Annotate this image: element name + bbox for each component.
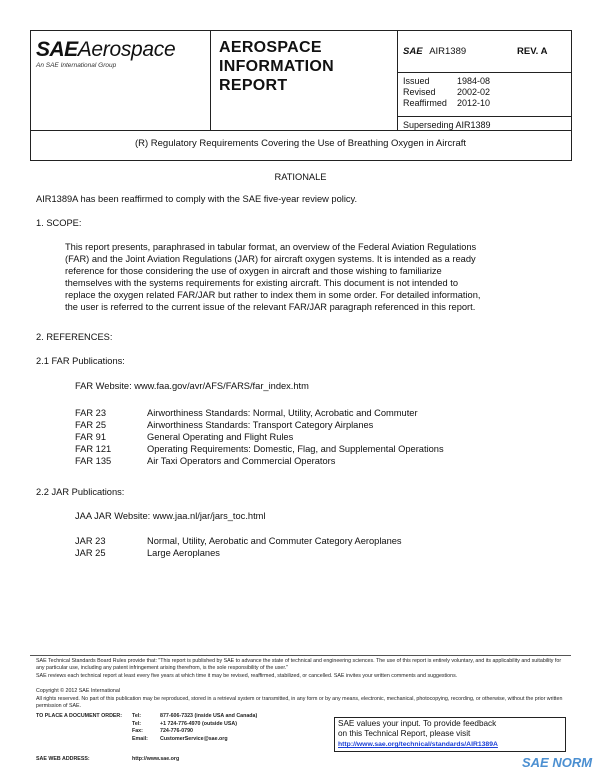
web-label: SAE WEB ADDRESS: bbox=[36, 756, 90, 762]
section-2-heading: 2. REFERENCES: bbox=[36, 332, 113, 342]
fax-label: Fax: bbox=[132, 728, 143, 735]
issued-label: Issued bbox=[403, 76, 430, 86]
jar-desc: Large Aeroplanes bbox=[147, 548, 220, 558]
order-label: TO PLACE A DOCUMENT ORDER: bbox=[36, 713, 123, 719]
footer-rights: All rights reserved. No part of this publication may be reproduced, stored in a retrieval system or transmitted, in any form or by any means, electronic, mechanical, photocopying, recording, or otherwise, without the prior written permission of SAE. bbox=[36, 696, 563, 709]
far-desc: Airworthiness Standards: Normal, Utility, Acrobatic and Commuter bbox=[147, 408, 418, 418]
feedback-line-1: SAE values your input. To provide feedback bbox=[338, 719, 497, 728]
far-item bbox=[75, 431, 444, 443]
doc-number-value: AIR1389 bbox=[429, 46, 467, 57]
scope-line: replace the oxygen related FAR/JAR but rather to index them in some order. For detailed information, bbox=[65, 290, 481, 300]
scope-line: the user is referred to the current issue of the relevant FAR/JAR paragraph referenced in this report. bbox=[65, 302, 476, 312]
jar-list bbox=[75, 535, 402, 559]
scope-paragraph bbox=[65, 241, 480, 313]
email-value[interactable]: CustomerService@sae.org bbox=[160, 736, 228, 743]
header-rule-meta bbox=[397, 72, 571, 73]
jar-publications-heading: 2.2 JAR Publications: bbox=[36, 487, 125, 497]
sae-norm-watermark: SAE NORM bbox=[522, 755, 593, 770]
issue-meta bbox=[403, 76, 490, 110]
jar-code: JAR 23 bbox=[75, 536, 106, 546]
scope-line: reference for those considering the use of oxygen in aircraft and those wishing to familiarize bbox=[65, 266, 442, 276]
feedback-line-2: on this Technical Report, please visit bbox=[338, 729, 471, 738]
title-line-1: AEROSPACE bbox=[219, 39, 322, 56]
far-item bbox=[75, 407, 444, 419]
far-desc: Airworthiness Standards: Transport Category Airplanes bbox=[147, 420, 374, 430]
document-title: (R) Regulatory Requirements Covering the Use of Breathing Oxygen in Aircraft bbox=[134, 138, 467, 149]
jar-item bbox=[75, 547, 402, 559]
rev-label: REV. A bbox=[517, 46, 548, 57]
superseding: Superseding AIR1389 bbox=[403, 120, 491, 130]
scope-line: (FAR) and the Joint Aviation Regulations (JAR) for aircraft oxygen systems. It is intended as a ready bbox=[65, 254, 476, 264]
logo-sae-text: SAE bbox=[36, 38, 78, 61]
feedback-link[interactable]: http://www.sae.org/technical/standards/AIR1389A bbox=[338, 741, 498, 748]
tel2-label: Tel: bbox=[132, 720, 142, 727]
far-code: FAR 25 bbox=[75, 420, 107, 430]
sae-aerospace-logo bbox=[36, 38, 175, 62]
far-item bbox=[75, 419, 444, 431]
far-code: FAR 121 bbox=[75, 444, 112, 454]
tel-outside: +1 724-776-4970 (outside USA) bbox=[160, 720, 237, 727]
header-divider-2 bbox=[397, 30, 398, 130]
revised-label: Revised bbox=[403, 87, 436, 98]
doc-brand: SAE bbox=[403, 46, 423, 57]
reaffirmed-label: Reaffirmed bbox=[403, 98, 447, 109]
far-code: FAR 135 bbox=[75, 456, 112, 466]
far-item bbox=[75, 455, 444, 467]
issued-value: 1984-08 bbox=[457, 76, 491, 86]
revised-value: 2002-02 bbox=[457, 87, 491, 98]
web-address[interactable]: http://www.sae.org bbox=[132, 756, 180, 762]
jar-website: JAA JAR Website: www.jaa.nl/jar/jars_toc.html bbox=[75, 511, 266, 521]
tel-inside: 877-606-7323 (inside USA and Canada) bbox=[160, 713, 258, 719]
rationale-heading: RATIONALE bbox=[274, 172, 327, 182]
logo-tagline: An SAE International Group bbox=[36, 62, 117, 69]
jar-desc: Normal, Utility, Aerobatic and Commuter Category Aeroplanes bbox=[147, 536, 402, 546]
far-code: FAR 91 bbox=[75, 432, 107, 442]
title-line-3: REPORT bbox=[219, 77, 288, 94]
logo-aerospace-text: Aerospace bbox=[77, 38, 176, 61]
scope-line: This report presents, paraphrased in tabular format, an overview of the Federal Aviation Regulations bbox=[65, 242, 477, 252]
far-desc: General Operating and Flight Rules bbox=[147, 432, 294, 442]
header-divider-1 bbox=[210, 30, 211, 130]
footer-board-rules: SAE Technical Standards Board Rules provide that: "This report is published by SAE to advance the state of technical and engineering sciences. The use of this report is entirely voluntary, and its applicability and suitability for any particular use, including any patent infringement arising therefrom, is the sole responsibility of the user." bbox=[36, 658, 562, 671]
far-website: FAR Website: www.faa.gov/avr/AFS/FARS/far_index.htm bbox=[75, 381, 309, 391]
order-contacts bbox=[132, 713, 257, 744]
section-1-heading: 1. SCOPE: bbox=[36, 218, 82, 228]
tel-label: Tel: bbox=[132, 713, 142, 719]
fax-value: 724-776-0790 bbox=[160, 728, 193, 735]
title-line-2: INFORMATION bbox=[219, 58, 334, 75]
feedback-box bbox=[334, 717, 566, 752]
far-item bbox=[75, 443, 444, 455]
jar-item bbox=[75, 535, 402, 547]
footer-review-policy: SAE reviews each technical report at least every five years at which time it may be revised, reaffirmed, stabilized, or cancelled. SAE invites your written comments and suggestions. bbox=[36, 673, 458, 679]
email-label: Email: bbox=[132, 736, 148, 743]
far-code: FAR 23 bbox=[75, 408, 107, 418]
far-desc: Air Taxi Operators and Commercial Operators bbox=[147, 456, 336, 466]
footer-rule bbox=[30, 655, 571, 656]
far-desc: Operating Requirements: Domestic, Flag, and Supplemental Operations bbox=[147, 444, 444, 454]
doc-number bbox=[403, 46, 466, 57]
scope-line: themselves with the systems requirements for existing aircraft. This document is not intended to bbox=[65, 278, 459, 288]
header-rule-supersede bbox=[397, 116, 571, 117]
reaffirmed-value: 2012-10 bbox=[457, 98, 491, 109]
rationale-text: AIR1389A has been reaffirmed to comply with the SAE five-year review policy. bbox=[36, 194, 358, 204]
far-publications-heading: 2.1 FAR Publications: bbox=[36, 356, 125, 366]
report-type-title bbox=[219, 38, 334, 95]
jar-code: JAR 25 bbox=[75, 548, 106, 558]
far-list bbox=[75, 407, 444, 467]
footer-copyright: Copyright © 2012 SAE International bbox=[36, 688, 120, 694]
